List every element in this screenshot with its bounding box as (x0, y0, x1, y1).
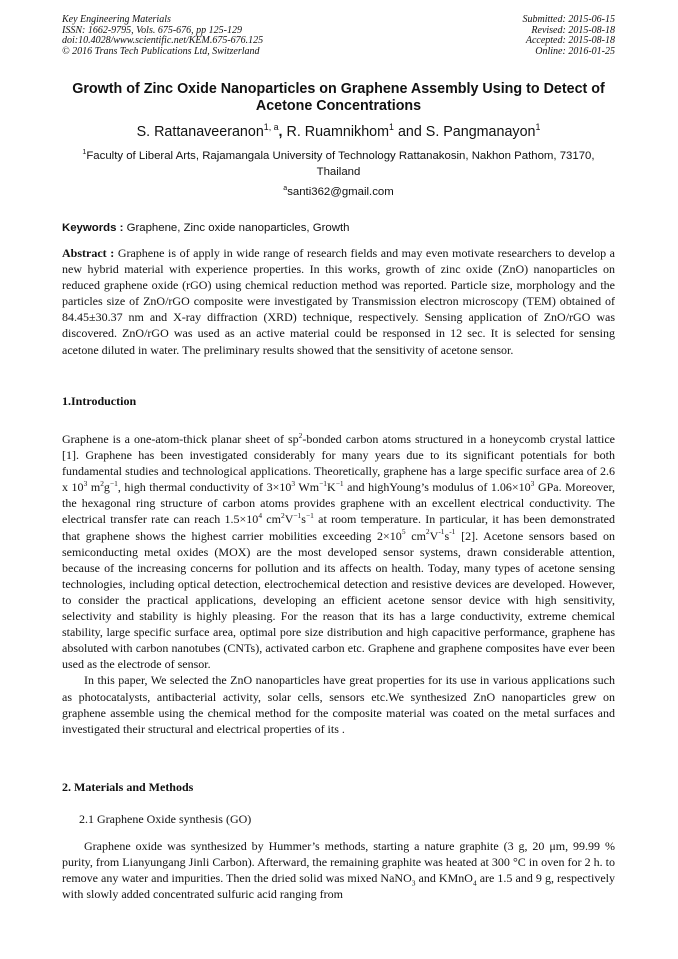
author-name: R. Ruamnikhom (286, 124, 390, 140)
author-email: $^a$santi362@gmail.com (283, 184, 394, 198)
author-conjunction: and (397, 124, 422, 140)
journal-name: Key Engineering Materials (62, 14, 171, 25)
keywords-text: Graphene, Zinc oxide nanoparticles, Growth (126, 222, 350, 234)
abstract (62, 245, 615, 358)
online-date: Online: 2016-01-25 (535, 45, 615, 57)
revised-date: Revised: 2015-08-18 (531, 24, 615, 36)
author-affiliation-mark: 1, a (263, 121, 279, 132)
abstract-label: Abstract : (62, 246, 115, 260)
paragraph: In this paper, We selected the ZnO nanoparticles have great properties for its use in various applications such as photocatalysts, antibacterial activity, solar cells, sensors etc.We synthesized ZnO nanoparticles grew on graphene assemble using the chemical method for the composite material was coated on the metal surfaces and investigated their structural and electrical properties of its . (62, 673, 615, 736)
author-list: S. Rattanaveeranon$^{1, a}$, R. Ruamnikhom$^1$ and S. Pangmanayon$^1$ (136, 121, 541, 140)
submitted-date: Submitted: 2015-06-15 (522, 14, 615, 25)
issn-line: ISSN: 1662-9795, Vols. 675-676, pp 125-129 (62, 24, 242, 36)
section-heading-introduction: 1.Introduction (62, 394, 137, 408)
copyright-line: © 2016 Trans Tech Publications Ltd, Switzerland (62, 45, 260, 57)
materials-body (62, 838, 615, 902)
journal-info (62, 15, 263, 57)
author-affiliation-mark: 1 (535, 121, 541, 132)
keywords (62, 221, 615, 235)
accepted-date: Accepted: 2015-08-18 (525, 35, 615, 47)
email-address: santi362@gmail.com (287, 186, 394, 198)
doi-line: doi:10.4028/www.scientific.net/KEM.675-676.125 (62, 35, 264, 47)
subsection-heading: 2.1 Graphene Oxide synthesis (GO) (79, 812, 252, 826)
paragraph: Graphene oxide was synthesized by Hummer’s methods, starting a nature graphite (3 g, 20 μm, 99.99 % purity, from Lianyungang Jinli Carbon). Afterward, the remaining graphite was heated at 300 °C in oven for 2 h. to remove any water and impurities. Then the dried solid was mixed NaNO$_3$ and KMnO$_4$ are 1.5 and 9 g, respectively with slowly added concentrated sulfuric acid ranging from (62, 839, 615, 902)
submission-dates (523, 15, 616, 57)
author-name: S. Pangmanayon (425, 124, 536, 140)
paper-title: Growth of Zinc Oxide Nanoparticles on Graphene Assembly Using to Detect of Acetone Concentrations (72, 81, 605, 114)
author-name: S. Rattanaveeranon (136, 124, 264, 140)
paragraph: Graphene is a one-atom-thick planar sheet of $sp^2$-bonded carbon atoms structured in a honeycomb crystal lattice [1]. Graphene has been investigated considerably for many years due to its significant potentials for both fundamental studies and technological applications. Theoretically, graphene has a large specific surface area of 2.6 x $10^3$ $m^2g^{-1}$, high thermal conductivity of $3\times 10^3$ $Wm^{-1}K^{-1}$ and highYoung’s modulus of $1.06\times 10^3$ GPa. Moreover, the hexagonal ring structure of carbon atoms provides graphene with an excellent electrical conductivity. The electrical transfer rate can reach $1.5\times 10^4$ $cm^2V^{-1}s^{-1}$ at room temperature. In particular, it has been demonstrated that graphene shows the highest carrier mobilities exceeding $2\times 10^5$ $cm^2V^{-1}s^{-1}$ [2]. Acetone sensors based on semiconducting metal oxides (MOX) are the most developed sensor systems, drawn considerable attention, because of the increasing concerns for pollution and its affects on health. Today, many types of acetone sensing technologies, including optical detection, electrochemical detection and resistive devices are developed. However, to consider the practical applications, developing an efficient acetone sensor device with high sensitivity, selectivity and stability is highly pleasing. For the reason that its has a large conductivity, extreme chemical stability, large specific surface area, optimal pore size distribution and high capacitive performance, graphene has absoluted with carbon nanotubes (CNTs), activated carbon etc. Graphene and graphene composites have ever been used as the electrode of sensor. (62, 430, 616, 672)
keywords-label: Keywords : (62, 222, 124, 234)
introduction-body (62, 431, 615, 737)
author-affiliation-mark: 1 (389, 121, 394, 132)
affiliation: $^1$Faculty of Liberal Arts, Rajamangala University of Technology Rattanakosin, Nakhon Pathom, 73170, Thailand (82, 148, 595, 178)
abstract-text: Graphene is of apply in wide range of research fields and may even motivate researchers to develop a new hybrid material with experience properties. In this works, growth of zinc oxide (ZnO) nanoparticles on reduced graphene oxide (rGO) using chemical reduction method was reported. Particle size, morphology and the particles size of ZnO/rGO composite were investigated by Transmission electron microscopy (TEM) obtained of 84.45±30.37 nm and X-ray diffraction (XRD) technique, respectively. Sensing application of ZnO/rGO was discovered. ZnO/rGO was used as an active material could be responsed in 12 sec. It is selected for sensing acetone diluted in water. The preliminary results showed that the sensitivity of acetone sensor. (62, 246, 616, 357)
section-heading-materials: 2. Materials and Methods (62, 780, 194, 794)
